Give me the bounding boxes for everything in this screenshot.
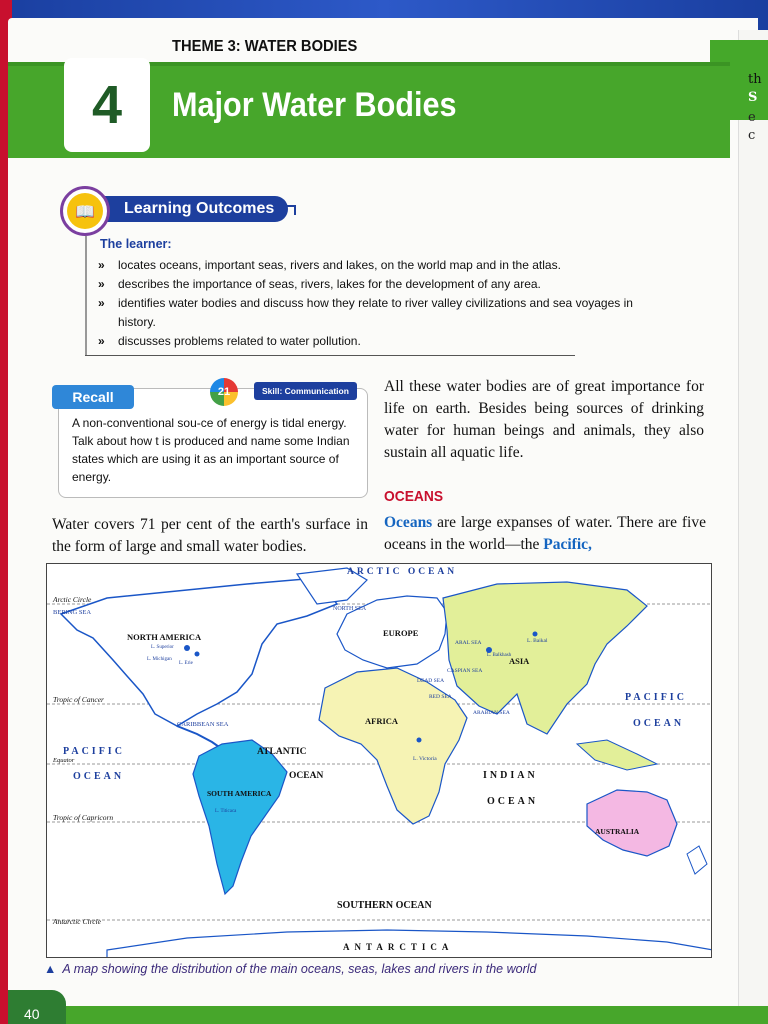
book-icon: 📖 — [67, 193, 103, 229]
new-zealand-shape — [687, 846, 707, 874]
label-pacific-right: PACIFIC — [625, 692, 687, 703]
lake-marker — [195, 652, 200, 657]
footer-band — [8, 1006, 768, 1024]
africa-shape — [319, 668, 467, 824]
label-caspian-sea: CASPIAN SEA — [447, 668, 483, 674]
label-aral-sea: ARAL SEA — [455, 640, 482, 646]
facing-page-text: c — [748, 128, 756, 143]
label-north-sea: NORTH SEA — [333, 606, 367, 612]
outcomes-bracket-vertical — [85, 236, 87, 356]
label-red-sea: RED SEA — [429, 694, 452, 700]
label-lake-baikal: L. Baikal — [527, 638, 548, 644]
keyword: Pacific, — [543, 536, 592, 553]
outcomes-bracket-horizontal — [85, 355, 575, 356]
label-southern-ocean: SOUTHERN OCEAN — [337, 900, 432, 911]
learning-outcomes-label: Learning Outcomes — [102, 196, 288, 222]
list-item: » describes the importance of seas, rivers, lakes for the development of any area. — [96, 275, 656, 294]
label-arctic-ocean: ARCTIC OCEAN — [347, 567, 458, 577]
australia-shape — [587, 790, 677, 856]
recall-text: A non-conventional sou-ce of energy is tidal energy. Talk about how t is produced and name some Indian states which are using it as an important source of energy. — [72, 416, 350, 484]
page-number: 40 — [24, 1006, 40, 1022]
label-europe: EUROPE — [383, 628, 419, 638]
label-australia: AUSTRALIA — [595, 827, 640, 836]
label-asia: ASIA — [509, 656, 530, 666]
label-lake-titicaca: L. Titicaca — [215, 809, 237, 814]
lake-marker — [533, 632, 538, 637]
label-arabian-sea: ARABIAN SEA — [473, 710, 510, 716]
lake-marker — [184, 645, 190, 651]
caption-triangle-icon: ▲ — [44, 962, 57, 976]
theme-heading: THEME 3: WATER BODIES — [172, 38, 358, 55]
label-equator: Equator — [53, 757, 75, 764]
outcomes-arrow-icon — [286, 205, 296, 215]
label-south-america: SOUTH AMERICA — [207, 789, 272, 798]
label-antarctica: ANTARCTICA — [343, 942, 454, 952]
facing-page-text: S — [748, 90, 758, 105]
century-skills-badge: 21 — [210, 378, 238, 406]
label-antarctic-circle: Antarctic Circle — [53, 917, 101, 926]
label-indian: INDIAN — [483, 770, 538, 781]
list-item: » discusses problems related to water pollution. — [96, 332, 656, 351]
paragraph: All these water bodies are of great importance for life on earth. Besides being sources of drinking water for human beings and animals, they also sustain all aquatic life. — [384, 378, 704, 461]
chapter-number: 4 — [91, 75, 123, 135]
label-pacific-left: PACIFIC — [63, 746, 125, 757]
facing-page — [738, 30, 768, 1024]
skill-label: Skill: Communication — [254, 382, 357, 400]
label-lake-superior: L. Superior — [151, 645, 174, 650]
outcomes-list — [96, 256, 656, 351]
facing-page-text: th — [748, 72, 762, 87]
label-arctic-circle: Arctic Circle — [53, 595, 92, 604]
south-america-shape — [193, 740, 287, 894]
label-caribbean-sea: CARIBBEAN SEA — [177, 721, 229, 728]
label-lake-victoria: L. Victoria — [413, 756, 437, 762]
section-heading: OCEANS — [384, 488, 444, 505]
label-lake-balkhash: L. Balkhash — [487, 653, 512, 658]
outcomes-intro: The learner: — [100, 237, 172, 251]
paragraph — [384, 512, 706, 556]
list-item: » locates oceans, important seas, rivers and lakes, on the world map and in the atlas. — [96, 256, 656, 275]
outcomes-emblem — [60, 186, 110, 236]
paragraph-text: are large expanses of water. There are five oceans in the world—the — [384, 514, 706, 553]
recall-label: Recall — [52, 385, 134, 409]
list-item: » identifies water bodies and discuss how they relate to river valley civilizations and sea voyages in history. — [96, 294, 656, 332]
map-caption — [44, 962, 536, 976]
label-pacific-right-ocean: OCEAN — [633, 718, 685, 729]
central-america-shape — [177, 726, 222, 749]
label-bering-sea: BERING SEA — [53, 609, 92, 616]
world-map-graphic — [47, 564, 712, 958]
label-atlantic: ATLANTIC — [257, 747, 307, 757]
label-atlantic-ocean: OCEAN — [289, 771, 324, 781]
label-tropic-cancer: Tropic of Cancer — [53, 695, 104, 704]
world-map — [46, 563, 712, 958]
facing-page-text: e — [748, 110, 756, 125]
chapter-number-box — [64, 58, 150, 152]
chapter-title: Major Water Bodies — [172, 86, 457, 124]
southeast-asia-islands-shape — [577, 740, 657, 770]
map-caption-text: A map showing the distribution of the main oceans, seas, lakes and rivers in the world — [62, 962, 537, 976]
label-lake-michigan: L. Michigan — [147, 657, 172, 662]
label-north-america: NORTH AMERICA — [127, 632, 202, 642]
label-africa: AFRICA — [365, 716, 399, 726]
label-pacific-left-ocean: OCEAN — [73, 771, 125, 782]
keyword: Oceans — [384, 514, 433, 531]
paragraph: Water covers 71 per cent of the earth's surface in the form of large and small water bodies. — [52, 516, 368, 555]
lake-marker — [417, 738, 422, 743]
label-dead-sea: DEAD SEA — [417, 678, 445, 684]
label-tropic-capricorn: Tropic of Capricorn — [53, 813, 114, 822]
label-lake-erie: L. Erie — [179, 661, 193, 666]
label-indian-ocean: OCEAN — [487, 796, 539, 807]
